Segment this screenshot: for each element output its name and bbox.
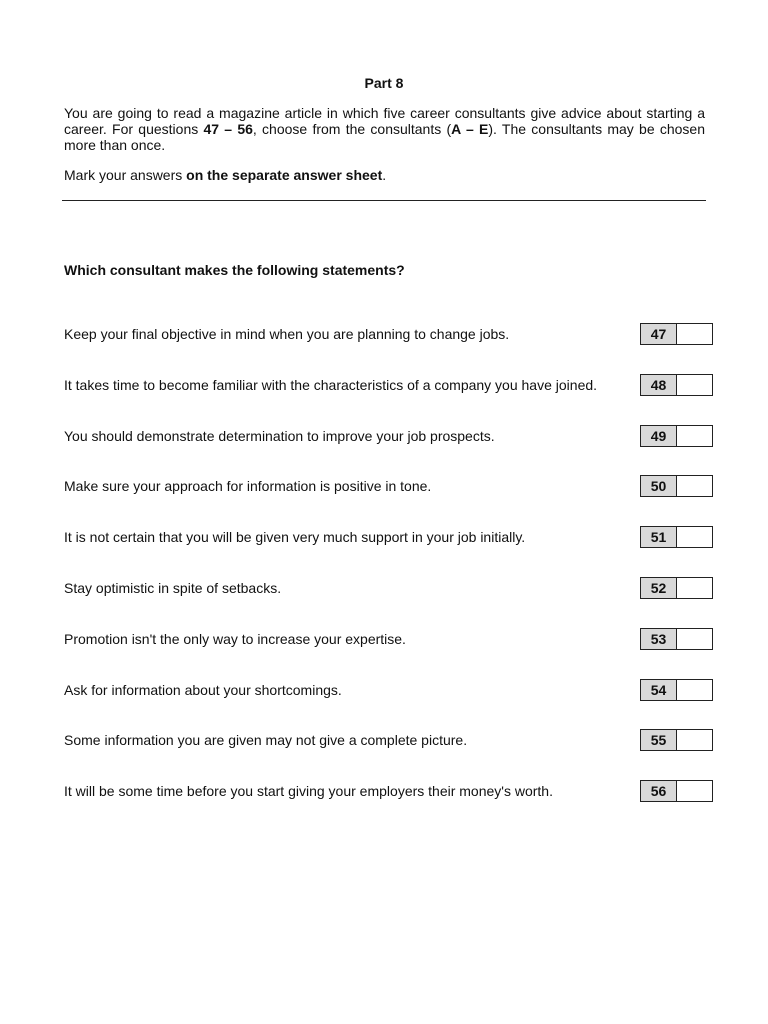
question-text: Ask for information about your shortcomings. — [64, 681, 342, 698]
answer-field[interactable] — [677, 730, 712, 750]
intro-paragraph — [64, 105, 705, 153]
answer-box — [640, 729, 713, 751]
instruction-emphasis: on the separate answer sheet — [186, 167, 383, 183]
question-number: 47 — [641, 324, 677, 344]
question-number: 50 — [641, 476, 677, 496]
intro-text-1: You are going to read a magazine article in which five career consultants give advice about starting a career. For questions — [64, 105, 705, 137]
question-text: Promotion isn't the only way to increase your expertise. — [64, 630, 406, 647]
question-row — [0, 323, 768, 374]
question-number: 52 — [641, 578, 677, 598]
question-text: Keep your final objective in mind when you are planning to change jobs. — [64, 326, 510, 342]
question-text: Some information you are given may not give a complete picture. — [64, 732, 468, 749]
question-text: Make sure your approach for information is positive in tone. — [64, 478, 432, 495]
question-row — [0, 425, 768, 476]
instruction-text-1: Mark your answers — [64, 167, 187, 183]
section-divider — [62, 200, 706, 201]
answer-field[interactable] — [677, 527, 712, 547]
answer-field[interactable] — [677, 426, 712, 446]
answer-box — [640, 323, 713, 345]
instruction-line — [64, 167, 386, 183]
answer-field[interactable] — [677, 781, 712, 801]
question-row — [0, 526, 768, 577]
question-row — [0, 628, 768, 679]
question-text: Stay optimistic in spite of setbacks. — [64, 579, 282, 596]
answer-box — [640, 425, 713, 447]
question-list — [0, 323, 768, 831]
page-title: Part 8 — [364, 75, 404, 91]
answer-field[interactable] — [677, 324, 712, 344]
answer-box — [640, 526, 713, 548]
answer-field[interactable] — [677, 476, 712, 496]
intro-text-2: , choose from the consultants ( — [252, 121, 452, 137]
answer-box — [640, 780, 713, 802]
question-range: 47 – 56 — [203, 121, 253, 137]
intro-text-3: ). The consultants may be chosen more than once. — [64, 121, 706, 153]
question-row — [0, 679, 768, 730]
question-number: 51 — [641, 527, 677, 547]
question-number: 53 — [641, 629, 677, 649]
question-text: It takes time to become familiar with the characteristics of a company you have joined. — [64, 376, 598, 393]
question-number: 56 — [641, 781, 677, 801]
question-row — [0, 475, 768, 526]
answer-box — [640, 577, 713, 599]
answer-field[interactable] — [677, 629, 712, 649]
question-row — [0, 577, 768, 628]
answer-box — [640, 475, 713, 497]
question-text: You should demonstrate determination to improve your job prospects. — [64, 427, 495, 444]
question-number: 49 — [641, 426, 677, 446]
question-row — [0, 780, 768, 831]
instruction-text-2: . — [382, 167, 387, 183]
answer-field[interactable] — [677, 578, 712, 598]
answer-box — [640, 679, 713, 701]
question-row — [0, 729, 768, 780]
question-text: It is not certain that you will be given very much support in your job initially. — [64, 529, 526, 546]
answer-field[interactable] — [677, 680, 712, 700]
question-heading: Which consultant makes the following statements? — [64, 262, 405, 278]
consultant-letters: A – E — [451, 121, 489, 137]
question-text: It will be some time before you start giving your employers their money's worth. — [64, 783, 553, 800]
answer-field[interactable] — [677, 375, 712, 395]
question-number: 54 — [641, 680, 677, 700]
question-row — [0, 374, 768, 425]
answer-box — [640, 628, 713, 650]
question-number: 55 — [641, 730, 677, 750]
question-number: 48 — [641, 375, 677, 395]
answer-box — [640, 374, 713, 396]
